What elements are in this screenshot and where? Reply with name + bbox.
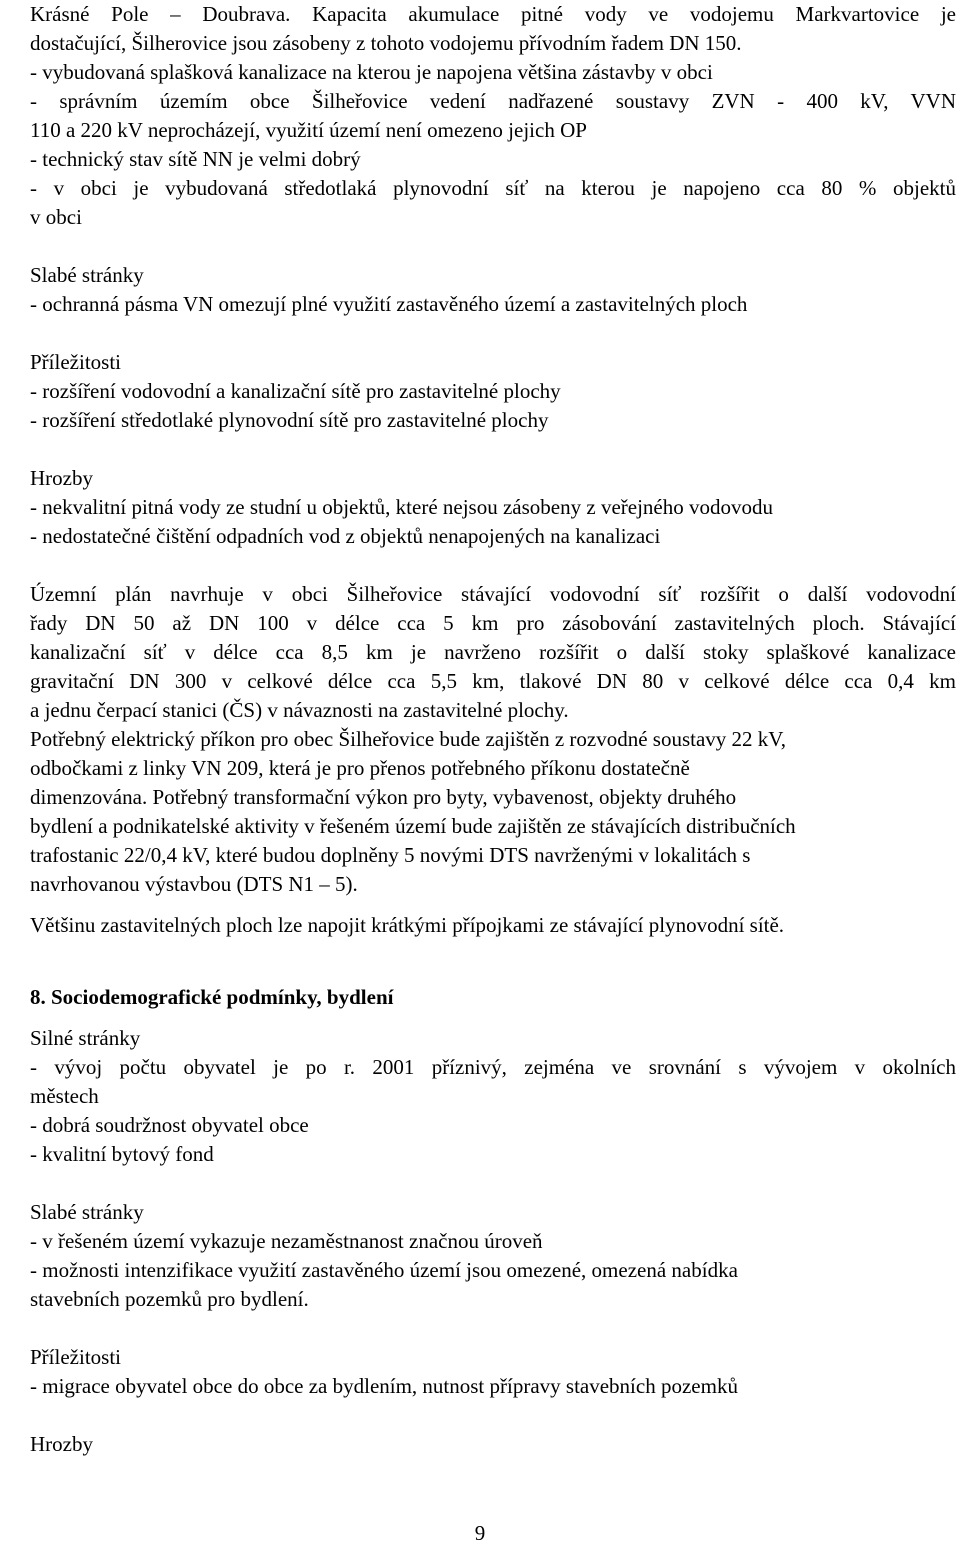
strength-item-cont: 110 a 220 kV neprocházejí, využití území není omezeno jejich OP [30,118,587,142]
plan-line: řady DN 50 až DN 100 v délce cca 5 km pro zásobování zastavitelných ploch. Stávající [30,611,956,635]
strength-item-cont: městech [30,1084,99,1108]
plan-line: odbočkami z linky VN 209, která je pro přenos potřebného příkonu dostatečně [30,756,690,780]
threat-item: - nedostatečné čištění odpadních vod z objektů nenapojených na kanalizaci [30,524,661,548]
intro-line-1: Krásné Pole – Doubrava. Kapacita akumulace pitné vody ve vodojemu Markvartovice je [30,2,956,26]
opportunity-item: - migrace obyvatel obce do obce za bydlením, nutnost přípravy stavebních pozemků [30,1374,738,1398]
strength-item: - technický stav sítě NN je velmi dobrý [30,147,361,171]
weakness-item: - možnosti intenzifikace využití zastavěného území jsou omezené, omezená nabídka [30,1258,738,1282]
strength-item-cont: v obci [30,205,82,229]
weakness-item: - v řešeném území vykazuje nezaměstnanost značnou úroveň [30,1229,543,1253]
strength-item: - dobrá soudržnost obyvatel obce [30,1113,309,1137]
opportunity-item: - rozšíření vodovodní a kanalizační sítě pro zastavitelné plochy [30,379,561,403]
plan-line: navrhovanou výstavbou (DTS N1 – 5). [30,872,358,896]
page-number: 9 [474,1521,486,1545]
threats-title: Hrozby [30,466,93,490]
strength-item: - kvalitní bytový fond [30,1142,214,1166]
strength-item: - vybudovaná splašková kanalizace na kterou je napojena většina zástavby v obci [30,60,713,84]
plan-line: kanalizační síť v délce cca 8,5 km je navrženo rozšířit o další stoky splaškové kanalizace [30,640,956,664]
plan-line: dimenzována. Potřebný transformační výkon pro byty, vybavenost, objekty druhého [30,785,737,809]
plan-line: trafostanic 22/0,4 kV, které budou doplněny 5 novými DTS navrženými v lokalitách s [30,843,751,867]
strength-item: - vývoj počtu obyvatel je po r. 2001 příznivý, zejména ve srovnání s vývojem v okolních [30,1055,956,1079]
plan-line: Většinu zastavitelných ploch lze napojit krátkými přípojkami ze stávající plynovodní sítě. [30,913,785,937]
threats-title: Hrozby [30,1432,93,1456]
plan-line: Potřebný elektrický příkon pro obec Šilheřovice bude zajištěn z rozvodné soustavy 22 kV, [30,727,787,751]
threat-item: - nekvalitní pitná vody ze studní u objektů, které nejsou zásobeny z veřejného vodovodu [30,495,773,519]
plan-line: a jednu čerpací stanici (ČS) v návaznosti na zastavitelné plochy. [30,698,569,722]
plan-line: gravitační DN 300 v celkové délce cca 5,5 km, tlakové DN 80 v celkové délce cca 0,4 km [30,669,956,693]
weaknesses-title: Slabé stránky [30,1200,144,1224]
weakness-item: - ochranná pásma VN omezují plné využití zastavěného území a zastavitelných ploch [30,292,748,316]
strength-item: - v obci je vybudovaná středotlaká plynovodní síť na kterou je napojeno cca 80 % objektů [30,176,956,200]
strength-item: - správním územím obce Šilheřovice vedení nadřazené soustavy ZVN - 400 kV, VVN [30,89,956,113]
section-heading: 8. Sociodemografické podmínky, bydlení [30,985,394,1009]
opportunity-item: - rozšíření středotlaké plynovodní sítě pro zastavitelné plochy [30,408,549,432]
intro-line-2: dostačující, Šilherovice jsou zásobeny z tohoto vodojemu přívodním řadem DN 150. [30,31,742,55]
weakness-item-cont: stavebních pozemků pro bydlení. [30,1287,309,1311]
plan-line: Územní plán navrhuje v obci Šilheřovice stávající vodovodní síť rozšířit o další vodovodní [30,582,956,606]
opportunities-title: Příležitosti [30,350,121,374]
opportunities-title: Příležitosti [30,1345,121,1369]
strengths-title: Silné stránky [30,1026,141,1050]
plan-line: bydlení a podnikatelské aktivity v řešeném území bude zajištěn ze stávajících distribučních [30,814,796,838]
weaknesses-title: Slabé stránky [30,263,144,287]
